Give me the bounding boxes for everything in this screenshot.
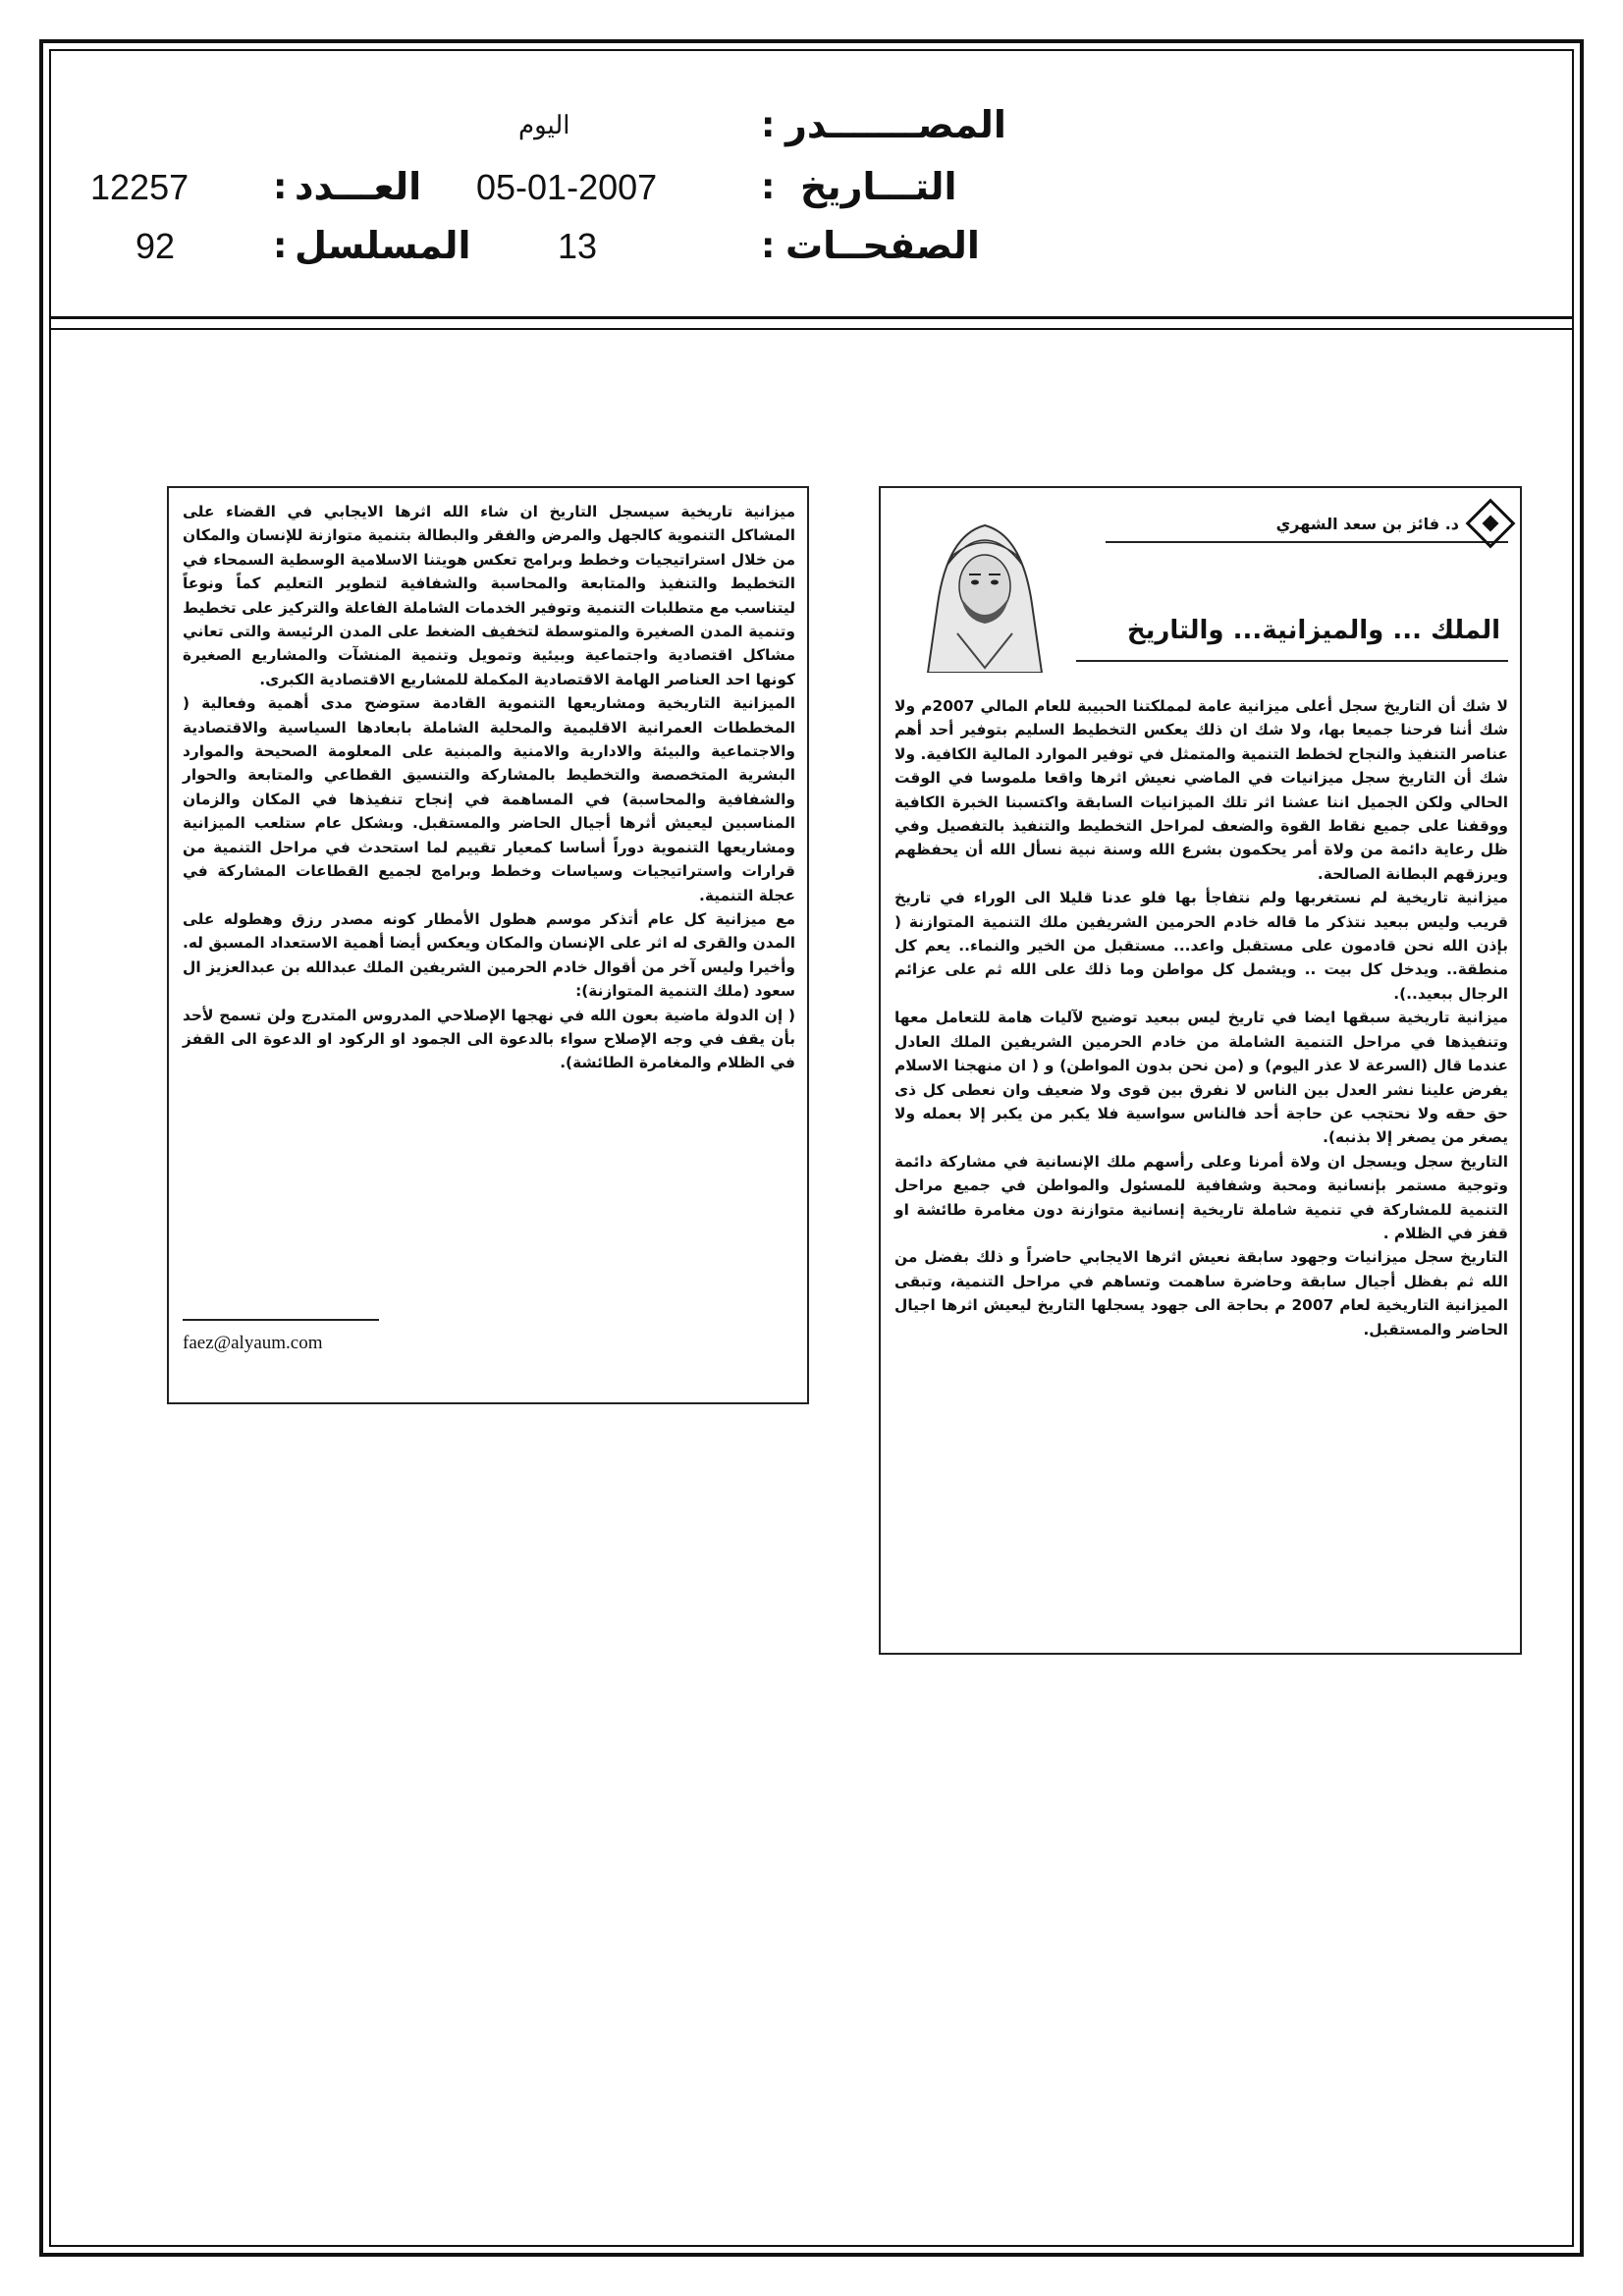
paragraph: الميزانية التاريخية ومشاريعها التنموية القادمة ستوضح مدى أهمية وفعالية ( المخططات العمرانية الاقليمية والمحلية الشاملة بابعادها السياسية والاقتصادية والاجتماعية والبيئة والادارية والامنية والمبنية على المعلومة الصحيحة والموارد البشرية المتخصصة والتخطيط بالمشاركة والتنسيق القطاعي والمتابعة والحوار والشفافية والمحاسبة) في المساهمة في إنجاح تنفيذها في المكان والزمان المناسبين ليعيش أثرها أجيال الحاضر والمستقبل. وبشكل عام ستلعب الميزانية ومشاريعها التنموية دوراً أساسا كمعيار تقييم لما استحدث في مراحل التنمية من قرارات واستراتيجيات وسياسات وخطط وبرامج لجميع القطاعات المشاركة في عجلة التنمية.	[183, 694, 795, 904]
article-title: الملك ... والميزانية... والتاريخ	[1126, 616, 1500, 645]
author-portrait	[898, 496, 1070, 673]
paragraph: لا شك أن التاريخ سجل أعلى ميزانية عامة لمملكتنا الحبيبة للعام المالي 2007م ولا شك أننا فرحنا جميعا بها، ولا شك ان ذلك يعكس التخطيط السليم بتوفير أحد أهم عناصر التنفيذ والنجاح لخطط التنمية والمتمثل في توفير الموارد المالية الكافية. ولا شك أن التاريخ سجل ميزانيات في الماضي نعيش اثرها واقعا ملموسا في الوقت الحالي ولكن الجميل اننا عشنا اثر تلك الميزانيات السابقة واكتسبنا الخبرة الكافية ووقفنا على جميع نقاط القوة والضعف لمراحل التخطيط والتنفيذ بالتفصيل وفي ظل رعاية دائمة من ولاة أمر يحكمون بشرع الله وسنة نبية نسأل الله أن يحفظهم ويرزقهم البطانة الصالحة.	[894, 697, 1508, 883]
paragraph: مع ميزانية كل عام أتذكر موسم هطول الأمطار كونه مصدر رزق وهطوله على المدن والقرى له اثر على الإنسان والمكان ويعكس أيضا أهمية الاستعداد المسبق له. وأخيرا وليس آخر من أقوال خادم الحرمين الشريفين الملك عبدالله بن عبدالعزيز ال سعود (ملك التنمية المتوازنة):	[183, 909, 795, 1001]
paragraph: ميزانية تاريخية سيسجل التاريخ ان شاء الله اثرها الايجابي في القضاء على المشاكل التنموية كالجهل والمرض والفقر والبطالة بتنمية متوازنة للإنسان والمكان من خلال استراتيجيات وخطط وبرامج تعكس هويتنا الاسلامية الوسطية السمحاء في التخطيط والتنفيذ والمتابعة والمحاسبة والشفافية لتطوير التعليم كماً ونوعاً ليتناسب مع متطلبات التنمية وتوفير الخدمات الشاملة الفاعلة والتركيز على تخطيط وتنمية المدن الصغيرة والمتوسطة لتخفيف الضغط على المدن الرئيسة والتى تعاني مشاكل اقتصادية واجتماعية وبيئية وتمويل وتنمية المنشآت والمشاريع الصغيرة كونها احد العناصر الهامة الاقتصادية المكملة للمشاريع الاقتصادية الكبرى.	[183, 503, 795, 688]
issue-colon: :	[273, 167, 288, 207]
paragraph: التاريخ سجل ميزانيات وجهود سابقة نعيش اثرها الايجابي حاضراً و ذلك بفضل من الله ثم بفظل أجيال سابقة وحاضرة ساهمت وتساهم في مراحل التنمية، وتبقى الميزانية التاريخية لعام 2007 م بحاجة الى جهود يسجلها التاريخ ليعيش اثرها اجيال الحاضر والمستقبل.	[894, 1248, 1508, 1339]
header-separator	[49, 316, 1574, 319]
right-body	[894, 694, 1508, 1341]
author-name: د. فائز بن سعد الشهري	[1275, 514, 1459, 533]
title-rule	[1076, 660, 1508, 662]
issue-label: العـــدد	[295, 165, 422, 208]
paragraph: ميزانية تاريخية سبقها ايضا في تاريخ ليس ببعيد توضيح لآليات هامة للتعامل معها وتنفيذها في مراحل التنمية الشاملة من خادم الحرمين الشريفين الملك العادل عندما قال (السرعة لا عذر اليوم) و (من نحن بدون المواطن) و ( ان منهجنا الاسلام يفرض علينا نشر العدل بين الناس لا نفرق بين قوى ولا ضعيف وان نعطى كل ذى حق حقه ولا نحتجب عن حاجة أحد فالناس سواسية فلا يكبر من يكبر إلا بعمله ولا يصغر من يصغر إلا بذنبه).	[894, 1009, 1508, 1147]
paragraph: ( إن الدولة ماضية بعون الله في نهجها الإصلاحي المدروس المتدرج ولن تسمح لأحد بأن يقف في وجه الإصلاح سواء بالدعوة الى الجمود او الركود او الدعوة الى القفز في الظلام والمغامرة الطائشة).	[183, 1006, 795, 1072]
date-label: التـــاريخ	[800, 165, 957, 208]
date-value: 05-01-2007	[476, 167, 658, 207]
diamond-icon	[1466, 499, 1516, 549]
serial-label: المسلسل	[295, 224, 471, 267]
article-left-column	[167, 486, 809, 1404]
paragraph: التاريخ سجل ويسجل ان ولاة أمرنا وعلى رأسهم ملك الإنسانية في مشاركة دائمة وتوجية مستمر بإنسانية ومحبة وشفافية للمسئول والمواطن في جميع مراحل التنمية للمشاركة في تنمية شاملة تاريخية إنسانية متوازنة دون مغامرة طائشة او قفز في الظلام .	[894, 1152, 1508, 1242]
header-separator-inner	[49, 328, 1574, 330]
pages-value: 13	[558, 226, 598, 266]
source-colon: :	[761, 105, 776, 145]
article-right-column	[879, 486, 1522, 1655]
issue-value: 12257	[90, 167, 189, 207]
date-colon: :	[761, 167, 776, 207]
left-body	[183, 500, 795, 1075]
source-value: اليوم	[518, 110, 570, 139]
serial-value: 92	[135, 226, 176, 266]
pages-label: الصفحــات	[785, 224, 980, 267]
pages-colon: :	[761, 226, 776, 266]
serial-colon: :	[273, 226, 288, 266]
paragraph: ميزانية تاريخية لم نستغربها ولم نتفاجأ بها فلو عدنا قليلا الى الوراء في تاريخ قريب وليس ببعيد نتذكر ما قاله خادم الحرمين الشريفين ملك التنمية المتوازنة ( بإذن الله نحن قادمون على مستقبل واعد... مستقبل من الخير والنماء.. يعم كل منطقة.. ويدخل كل بيت .. ويشمل كل مواطن وما ذلك على الله ثم على عزائم الرجال ببعيد..).	[894, 889, 1508, 1003]
email-rule	[183, 1319, 379, 1321]
author-bar	[1106, 506, 1508, 543]
author-email[interactable]: faez@alyaum.com	[183, 1333, 323, 1353]
source-label: المصـــــــدر	[785, 103, 1006, 146]
